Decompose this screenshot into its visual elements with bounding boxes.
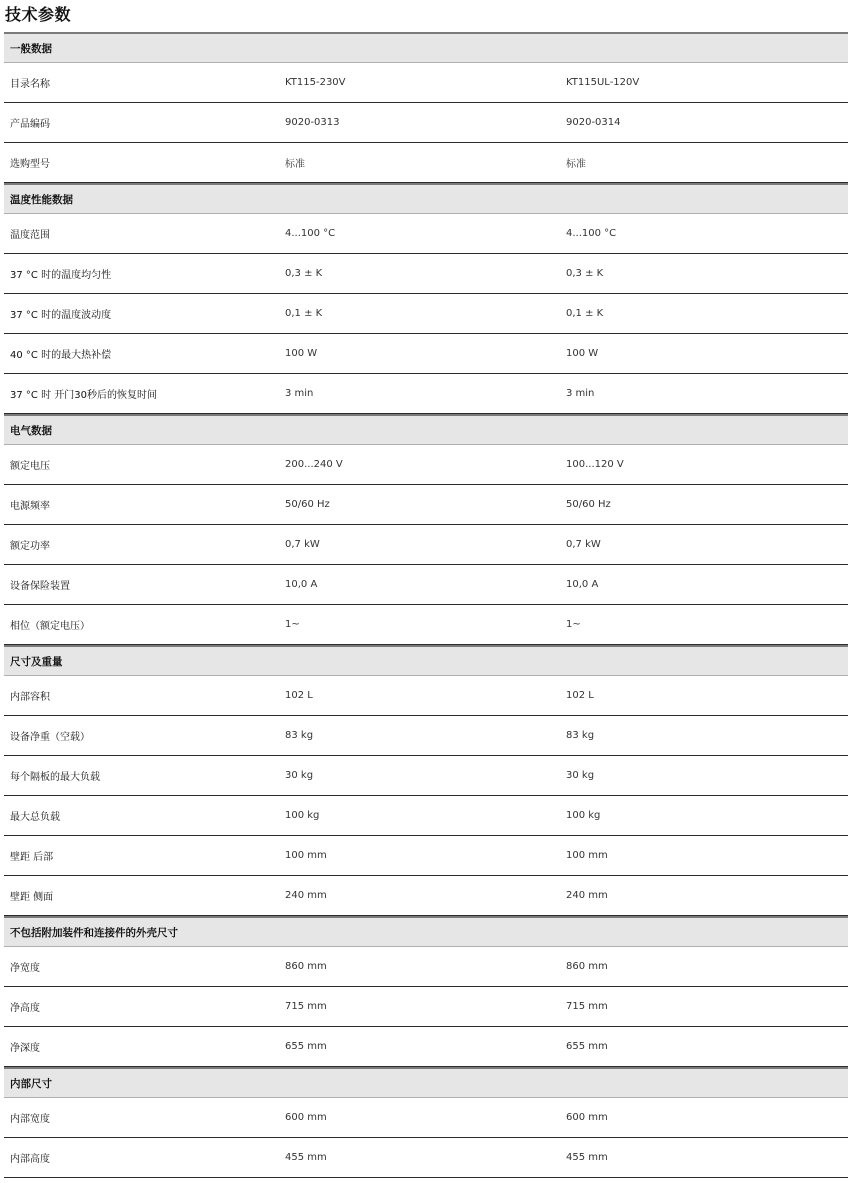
row-label: 相位（额定电压） xyxy=(10,621,90,632)
table-row xyxy=(4,796,848,836)
value-kt115ul-120v: 860 mm xyxy=(566,961,608,972)
value-kt115ul-120v: 655 mm xyxy=(566,1041,608,1052)
value-kt115-230v: 83 kg xyxy=(285,730,314,741)
row-label: 37 °C 时的温度波动度 xyxy=(10,310,112,321)
value-kt115-230v: 455 mm xyxy=(285,1152,327,1163)
value-kt115ul-120v: 100...120 V xyxy=(566,459,624,470)
row-label: 温度范围 xyxy=(10,230,50,241)
value-kt115ul-120v: 715 mm xyxy=(566,1001,608,1012)
row-label: 设备净重（空载） xyxy=(10,732,90,743)
value-kt115ul-120v: 4...100 °C xyxy=(566,228,617,239)
value-kt115-230v: 240 mm xyxy=(285,890,327,901)
row-label: 额定功率 xyxy=(10,541,50,552)
row-label: 37 °C 时的温度均匀性 xyxy=(10,270,112,281)
row-label: 目录名称 xyxy=(10,79,50,90)
section-header: 不包括附加装件和连接件的外壳尺寸 xyxy=(4,916,848,947)
row-label: 产品编码 xyxy=(10,119,50,130)
value-kt115-230v: 30 kg xyxy=(285,770,314,781)
value-kt115-230v: 100 W xyxy=(285,348,318,359)
value-kt115-230v: 102 L xyxy=(285,690,313,701)
value-kt115-230v: 600 mm xyxy=(285,1112,327,1123)
row-label: 额定电压 xyxy=(10,461,50,472)
value-kt115ul-120v: 30 kg xyxy=(566,770,595,781)
section-header: 内部尺寸 xyxy=(4,1067,848,1098)
table-row xyxy=(4,836,848,876)
row-label: 净高度 xyxy=(10,1003,40,1014)
section-header: 尺寸及重量 xyxy=(4,645,848,676)
value-kt115ul-120v: 1~ xyxy=(566,619,581,630)
value-kt115-230v: 0,3 ± K xyxy=(285,268,323,279)
table-row xyxy=(4,1138,848,1178)
row-label: 净深度 xyxy=(10,1043,40,1054)
section-header: 温度性能数据 xyxy=(4,183,848,214)
row-label: 电源频率 xyxy=(10,501,50,512)
row-label: 壁距 侧面 xyxy=(10,892,54,903)
row-label: 设备保险装置 xyxy=(10,581,70,592)
value-kt115-230v: 标准 xyxy=(285,159,305,170)
spec-table xyxy=(4,32,848,1178)
row-label: 壁距 后部 xyxy=(10,852,54,863)
table-row xyxy=(4,214,848,254)
value-kt115ul-120v: 455 mm xyxy=(566,1152,608,1163)
value-kt115ul-120v: 10,0 A xyxy=(566,579,599,590)
table-row xyxy=(4,676,848,716)
value-kt115ul-120v: 600 mm xyxy=(566,1112,608,1123)
section-header: 电气数据 xyxy=(4,414,848,445)
row-label: 内部宽度 xyxy=(10,1114,50,1125)
table-row xyxy=(4,1027,848,1067)
value-kt115ul-120v: 0,7 kW xyxy=(566,539,601,550)
table-row xyxy=(4,63,848,103)
table-row xyxy=(4,445,848,485)
table-row xyxy=(4,947,848,987)
value-kt115-230v: 100 kg xyxy=(285,810,320,821)
value-kt115-230v: 100 mm xyxy=(285,850,327,861)
value-kt115-230v: 50/60 Hz xyxy=(285,499,330,510)
table-row xyxy=(4,605,848,645)
value-kt115-230v: 4...100 °C xyxy=(285,228,336,239)
value-kt115ul-120v: 102 L xyxy=(566,690,594,701)
row-label: 最大总负载 xyxy=(10,812,60,823)
value-kt115ul-120v: 3 min xyxy=(566,388,595,399)
row-label: 内部容积 xyxy=(10,692,50,703)
row-label: 净宽度 xyxy=(10,963,40,974)
value-kt115-230v: 9020-0313 xyxy=(285,117,340,128)
value-kt115-230v: 10,0 A xyxy=(285,579,318,590)
row-label: 内部高度 xyxy=(10,1154,50,1165)
value-kt115ul-120v: 9020-0314 xyxy=(566,117,621,128)
value-kt115-230v: KT115-230V xyxy=(285,77,346,88)
table-row xyxy=(4,716,848,756)
row-label: 40 °C 时的最大热补偿 xyxy=(10,350,112,361)
row-label: 37 °C 时 开门30秒后的恢复时间 xyxy=(10,390,157,401)
table-row xyxy=(4,143,848,183)
value-kt115-230v: 860 mm xyxy=(285,961,327,972)
value-kt115ul-120v: 50/60 Hz xyxy=(566,499,611,510)
table-row xyxy=(4,876,848,916)
table-row xyxy=(4,294,848,334)
value-kt115-230v: 0,1 ± K xyxy=(285,308,323,319)
value-kt115ul-120v: KT115UL-120V xyxy=(566,77,640,88)
row-label: 选购型号 xyxy=(10,159,50,170)
value-kt115-230v: 715 mm xyxy=(285,1001,327,1012)
value-kt115ul-120v: 100 W xyxy=(566,348,599,359)
value-kt115ul-120v: 83 kg xyxy=(566,730,595,741)
table-row xyxy=(4,254,848,294)
table-row xyxy=(4,374,848,414)
value-kt115-230v: 200...240 V xyxy=(285,459,343,470)
table-row xyxy=(4,565,848,605)
value-kt115ul-120v: 0,3 ± K xyxy=(566,268,604,279)
value-kt115-230v: 1~ xyxy=(285,619,300,630)
value-kt115ul-120v: 0,1 ± K xyxy=(566,308,604,319)
table-row xyxy=(4,334,848,374)
value-kt115ul-120v: 240 mm xyxy=(566,890,608,901)
value-kt115-230v: 0,7 kW xyxy=(285,539,320,550)
table-row xyxy=(4,485,848,525)
row-label: 每个隔板的最大负载 xyxy=(10,772,100,783)
section-header: 一般数据 xyxy=(4,32,848,63)
table-row xyxy=(4,1098,848,1138)
table-row xyxy=(4,756,848,796)
table-row xyxy=(4,103,848,143)
value-kt115ul-120v: 标准 xyxy=(566,159,586,170)
table-row xyxy=(4,525,848,565)
value-kt115ul-120v: 100 kg xyxy=(566,810,601,821)
value-kt115ul-120v: 100 mm xyxy=(566,850,608,861)
table-row xyxy=(4,987,848,1027)
value-kt115-230v: 3 min xyxy=(285,388,314,399)
page-title: 技术参数 xyxy=(5,5,72,24)
value-kt115-230v: 655 mm xyxy=(285,1041,327,1052)
